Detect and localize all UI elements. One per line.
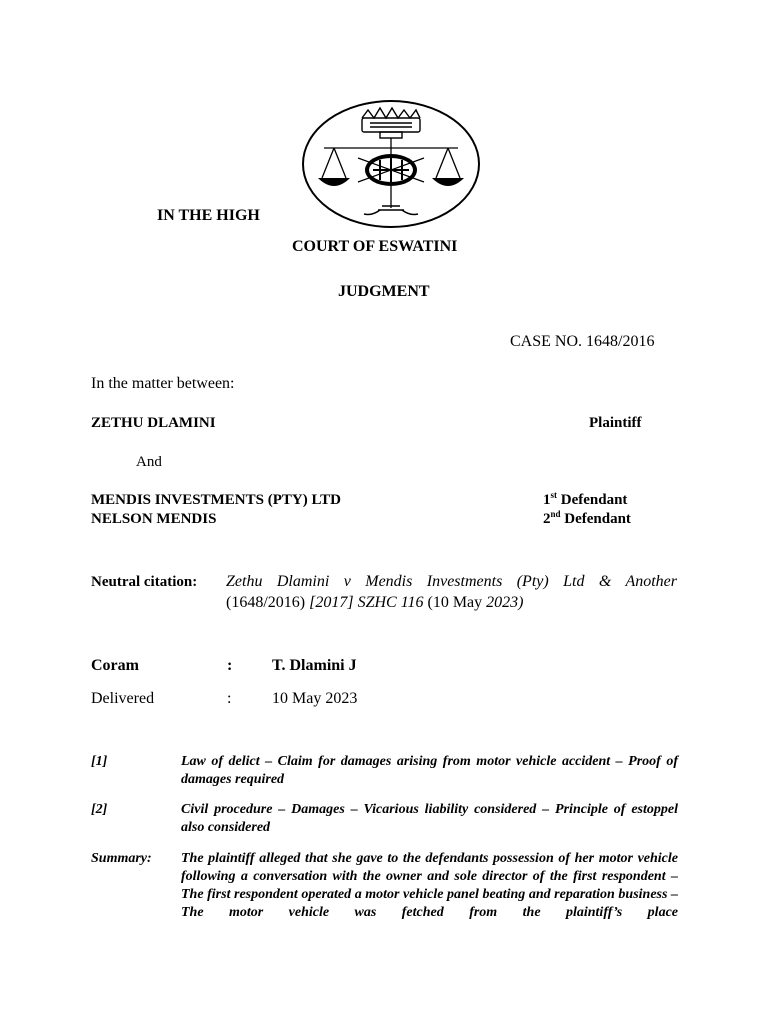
defendant2-role-line (543, 510, 631, 529)
citation-line2 (226, 593, 523, 613)
delivered-colon: : (227, 690, 232, 707)
delivered-date: 10 May 2023 (272, 690, 358, 707)
delivered-label: Delivered (91, 690, 155, 707)
defendant1-ordinal: st (550, 490, 557, 500)
summary-label: Summary: (91, 851, 152, 866)
catchword-text: Civil procedure – Damages – Vicarious liability considered – Principle of estoppel also considered (181, 802, 678, 835)
citation-date-open: (10 May (427, 594, 483, 611)
defendant2-role: Defendant (564, 511, 631, 527)
court-title-line1: IN THE HIGH (157, 207, 260, 224)
citation-reference: [2017] SZHC 116 (309, 594, 424, 611)
plaintiff-name: ZETHU DLAMINI (91, 415, 216, 431)
coram-colon: : (227, 657, 233, 674)
coram-label: Coram (91, 657, 139, 674)
coram-judge: T. Dlamini J (272, 657, 357, 674)
citation-date-close: 2023) (486, 594, 524, 611)
defendant1-role-line (543, 491, 627, 510)
citation-label: Neutral citation: (91, 574, 198, 590)
and-separator: And (136, 454, 162, 470)
summary-text: The plaintiff alleged that she gave to the defendants possession of her motor vehicle following a conversation with the owner and sole director of the first respondent – The first respondent operated a motor vehicle panel beating and reparation business – The motor vehicle was fetched from the plaintiff’s place (181, 851, 678, 920)
court-title-line2: COURT OF ESWATINI (292, 238, 458, 255)
defendant2-name: NELSON MENDIS (91, 511, 217, 527)
citation-line1: Zethu Dlamini v Mendis Investments (Pty) Ltd & Another (226, 573, 677, 590)
defendant1-role: Defendant (560, 492, 628, 508)
defendant1-name: MENDIS INVESTMENTS (PTY) LTD (91, 492, 341, 508)
catchword-marker: [2] (91, 802, 108, 817)
defendant1-number: 1 (543, 492, 551, 508)
citation-case-number: (1648/2016) (226, 594, 306, 611)
catchword-text: Law of delict – Claim for damages arising from motor vehicle accident – Proof of damages required (181, 754, 678, 787)
case-number: CASE NO. 1648/2016 (510, 333, 655, 350)
defendant2-number: 2 (543, 511, 551, 527)
defendant2-ordinal: nd (550, 509, 561, 519)
catchword-marker: [1] (91, 754, 108, 769)
matter-intro: In the matter between: (91, 375, 235, 392)
plaintiff-role: Plaintiff (589, 415, 642, 431)
court-crest-icon (300, 98, 482, 230)
document-type: JUDGMENT (338, 283, 430, 300)
